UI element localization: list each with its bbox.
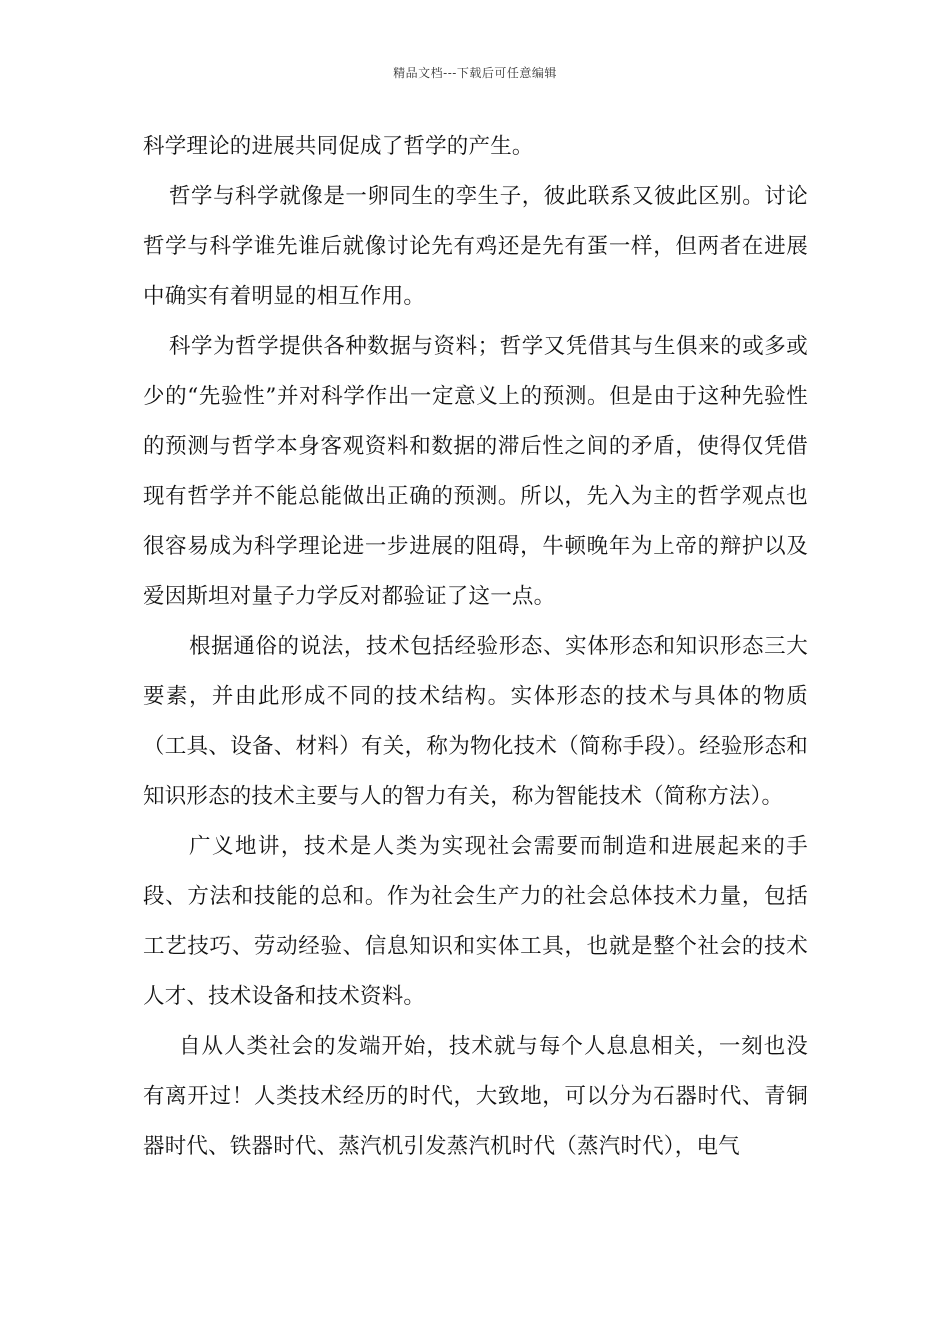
- document-body: [143, 122, 808, 1172]
- paragraph: 根据通俗的说法，技术包括经验形态、实体形态和知识形态三大要素，并由此形成不同的技术结构。实体形态的技术与具体的物质（工具、设备、材料）有关，称为物化技术（简称手段）。经验形态和知识形态的技术主要与人的智力有关，称为智能技术（简称方法）。: [143, 634, 808, 809]
- paragraph: 科学为哲学提供各种数据与资料；哲学又凭借其与生俱来的或多或少的“先验性”并对科学作出一定意义上的预测。但是由于这种先验性的预测与哲学本身客观资料和数据的滞后性之间的矛盾，使得仅凭借现有哲学并不能总能做出正确的预测。所以，先入为主的哲学观点也很容易成为科学理论进一步进展的阻碍，牛顿晚年为上帝的辩护以及爱因斯坦对量子力学反对都验证了这一点。: [143, 334, 808, 609]
- page-header: 精品文档---下载后可任意编辑: [393, 66, 557, 80]
- paragraph: 科学理论的进展共同促成了哲学的产生。: [143, 134, 534, 159]
- paragraph: 哲学与科学就像是一卵同生的孪生子，彼此联系又彼此区别。讨论哲学与科学谁先谁后就像讨论先有鸡还是先有蛋一样，但两者在进展中确实有着明显的相互作用。: [143, 184, 808, 309]
- paragraph: 自从人类社会的发端开始，技术就与每个人息息相关，一刻也没有离开过！人类技术经历的时代，大致地，可以分为石器时代、青铜器时代、铁器时代、蒸汽机引发蒸汽机时代（蒸汽时代），电气: [143, 1034, 808, 1159]
- paragraph: 广义地讲，技术是人类为实现社会需要而制造和进展起来的手段、方法和技能的总和。作为社会生产力的社会总体技术力量，包括工艺技巧、劳动经验、信息知识和实体工具，也就是整个社会的技术人才、技术设备和技术资料。: [143, 834, 808, 1009]
